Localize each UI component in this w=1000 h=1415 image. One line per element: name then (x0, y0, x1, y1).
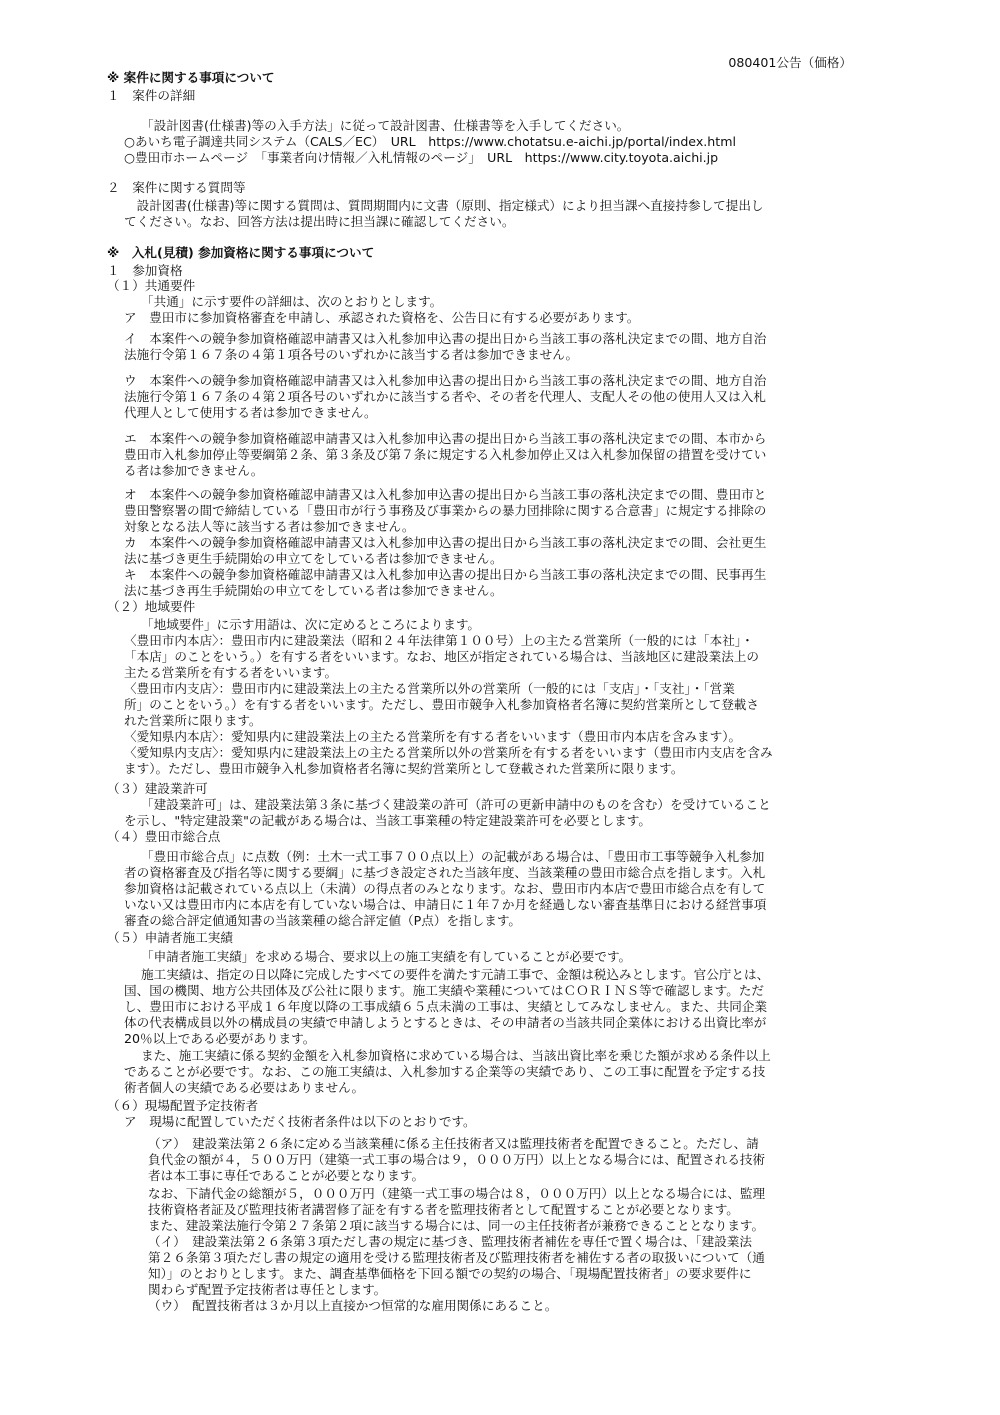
text-line: てください。なお、回答方法は提出時に担当課に確認してください。 (124, 214, 515, 229)
subsection-title-score: （４）豊田市総合点 (107, 829, 221, 844)
link-cals-ec[interactable]: ○あいち電子調達共同システム（CALS／EC） URL https://www.chotatsu.e-aichi.jp/portal/index.html (124, 134, 736, 149)
text-line: 施工実績は、指定の日以降に完成したすべての要件を満たす元請工事で、金額は税込みとします。官公庁とは、 (141, 967, 770, 982)
text-line: ます）。ただし、豊田市競争入札参加資格者名簿に契約営業所として登載された営業所に限ります。 (124, 761, 684, 776)
subsection-title-engineer: （６）現場配置予定技術者 (107, 1098, 259, 1113)
text-line: 対象となる法人等に該当する者は参加できません。 (124, 519, 415, 534)
section-heading-qualification: ※ 入札(見積) 参加資格に関する事項について (107, 245, 375, 260)
text-line: であることが必要です。なお、この施工実績は、入札参加する企業等の実績であり、この工事に配置を予定する技 (124, 1064, 766, 1079)
text-line: 「共通」に示す要件の詳細は、次のとおりとします。 (141, 294, 443, 309)
text-line: キ 本案件への競争参加資格確認申請書又は入札参加申込書の提出日から当該工事の落札決定までの間、民事再生 (124, 567, 767, 582)
text-line: 法施行令第１６７条の４第１項各号のいずれかに該当する者は参加できません。 (124, 347, 579, 362)
text-line: 体の代表構成員以外の構成員の実績で申請しようとするときは、その申請者の当該共同企業体における出資比率が (124, 1015, 767, 1030)
text-line: 「建設業許可」は、建設業法第３条に基づく建設業の許可（許可の更新申請中のものを含む）を受けていること (141, 797, 771, 812)
subsection-title-region: （２）地域要件 (107, 599, 196, 614)
text-line: いない又は豊田市内に本店を有していない場合は、申請日に１年７か月を経過しない審査基準日における経営事項 (124, 897, 767, 912)
text-line: エ 本案件への競争参加資格確認申請書又は入札参加申込書の提出日から当該工事の落札決定までの間、本市から (124, 431, 767, 446)
text-line: 「設計図書(仕様書)等の入手方法」に従って設計図書、仕様書等を入手してください。 (141, 118, 630, 133)
text-line: 法に基づき再生手続開始の申立てをしている者は参加できません。 (124, 583, 503, 598)
text-line: を示し、"特定建設業"の記載がある場合は、当該工事業種の特定建設業許可を必要とします。 (124, 813, 651, 828)
text-line: 豊田警察署の間で締結している「豊田市が行う事務及び事業からの暴力団排除に関する合意書」に規定する排除の (124, 503, 767, 518)
text-line: カ 本案件への競争参加資格確認申請書又は入札参加申込書の提出日から当該工事の落札決定までの間、会社更生 (124, 535, 767, 550)
text-line: ア 豊田市に参加資格審査を申請し、承認された資格を、公告日に有する必要があります。 (124, 310, 640, 325)
text-line: ウ 本案件への競争参加資格確認申請書又は入札参加申込書の提出日から当該工事の落札決定までの間、地方自治 (124, 373, 767, 388)
text-line: 技術資格者証及び監理技術者講習修了証を有する者を監理技術者として配置することが必要となります。 (148, 1202, 739, 1217)
text-line: また、建設業法施行令第２７条第２項に該当する場合には、同一の主任技術者が兼務できることとなります。 (148, 1218, 765, 1233)
text-line: ア 現場に配置していただく技術者条件は以下のとおりです。 (124, 1114, 476, 1129)
text-line: オ 本案件への競争参加資格確認申請書又は入札参加申込書の提出日から当該工事の落札決定までの間、豊田市と (124, 487, 767, 502)
text-line: 〈豊田市内本店〉：豊田市内に建設業法（昭和２４年法律第１００号）上の主たる営業所（一般的には「本社」・ (124, 633, 754, 648)
subsection-title-common: （１）共通要件 (107, 278, 196, 293)
text-line: 参加資格は記載されている点以上（未満）の得点者のみとなります。なお、豊田市内本店で豊田市総合点を有して (124, 881, 766, 896)
text-line: また、施工実績に係る契約金額を入札参加資格に求めている場合は、当該出資比率を乗じた額が求める条件以上 (141, 1048, 771, 1063)
text-line: 関わらず配置予定技術者は専任とします。 (148, 1282, 387, 1297)
document-reference: 080401公告（価格） (728, 55, 852, 70)
text-line: 代理人として使用する者は参加できません。 (124, 405, 377, 420)
text-line: イ 本案件への競争参加資格確認申請書又は入札参加申込書の提出日から当該工事の落札決定までの間、地方自治 (124, 331, 767, 346)
text-line: （ア） 建設業法第２６条に定める当該業種に係る主任技術者又は監理技術者を配置できること。ただし、請 (148, 1136, 759, 1151)
subsection-title-license: （３）建設業許可 (107, 781, 208, 796)
section-heading-case: ※ 案件に関する事項について (107, 70, 275, 85)
text-line: 者の資格審査及び指名等に関する要綱」に基づき設定された当該年度、当該業種の豊田市総合点を指します。入札 (124, 865, 766, 880)
text-line: 〈愛知県内本店〉：愛知県内に建設業法上の主たる営業所を有する者をいいます（豊田市内本店を含みます）。 (124, 729, 742, 744)
text-line: 法施行令第１６７条の４第２項各号のいずれかに該当する者や、その者を代理人、支配人その他の使用人又は入札 (124, 389, 767, 404)
subsection-title-performance: （５）申請者施工実績 (107, 930, 233, 945)
text-line: 〈愛知県内支店〉：愛知県内に建設業法上の主たる営業所以外の営業所を有する者をいいます（豊田市内支店を含み (124, 745, 773, 760)
text-line: 「申請者施工実績」を求める場合、要求以上の施工実績を有していることが必要です。 (141, 949, 632, 964)
text-line: 20％以上である必要があります。 (124, 1031, 316, 1046)
text-line: れた営業所に限ります。 (124, 713, 262, 728)
text-line: 「本店」のことをいう。）を有する者をいいます。なお、地区が指定されている場合は、当該地区に建設業法上の (124, 649, 759, 664)
text-line: 第２６条第３項ただし書の規定の適用を受ける監理技術者及び監理技術者を補佐する者の取扱いについて（通 (148, 1250, 765, 1265)
text-line: なお、下請代金の総額が５，０００万円（建築一式工事の場合は８，０００万円）以上となる場合には、監理 (148, 1186, 766, 1201)
text-line: 術者個人の実績である必要はありません。 (124, 1080, 365, 1095)
text-line: 審査の総合評定値通知書の当該業種の総合評定値（P点）を指します。 (124, 913, 521, 928)
text-line: し、豊田市における平成１６年度以降の工事成績６５点未満の工事は、実績としてみなしません。また、共同企業 (124, 999, 768, 1014)
text-line: 主たる営業所を有する者をいいます。 (124, 665, 338, 680)
text-line: 法に基づき更生手続開始の申立てをしている者は参加できません。 (124, 551, 503, 566)
text-line: 設計図書(仕様書)等に関する質問は、質問期間内に文書（原則、指定様式）により担当課へ直接持参して提出し (124, 198, 764, 213)
text-line: 「豊田市総合点」に点数（例：土木一式工事７００点以上）の記載がある場合は、「豊田市工事等競争入札参加 (141, 849, 765, 864)
item-title-questions: ２ 案件に関する質問等 (107, 180, 246, 195)
text-line: 知）」のとおりとします。また、調査基準価格を下回る額での契約の場合、「現場配置技術者」の要求要件に (148, 1266, 752, 1281)
text-line: 「地域要件」に示す用語は、次に定めるところによります。 (141, 617, 481, 632)
item-title-qualification: １ 参加資格 (107, 263, 183, 278)
text-line: 負代金の額が４，５００万円（建築一式工事の場合は９，０００万円）以上となる場合には、配置される技術 (148, 1152, 766, 1167)
text-line: 豊田市入札参加停止等要綱第２条、第３条及び第７条に規定する入札参加停止又は入札参加保留の措置を受けてい (124, 447, 767, 462)
text-line: （イ） 建設業法第２６条第３項ただし書の規定に基づき、監理技術者補佐を専任で置く場合は、「建設業法 (148, 1234, 752, 1249)
text-line: る者は参加できません。 (124, 463, 264, 478)
text-line: 所」のことをいう。）を有する者をいいます。ただし、豊田市競争入札参加資格者名簿に契約営業所として登載さ (124, 697, 759, 712)
item-title-case-details: １ 案件の詳細 (107, 88, 196, 103)
text-line: 者は本工事に専任であることが必要となります。 (148, 1168, 425, 1183)
link-toyota-city[interactable]: ○豊田市ホームページ 「事業者向け情報／入札情報のページ」 URL https://www.city.toyota.aichi.jp (124, 150, 719, 165)
text-line: 国、国の機関、地方公共団体及び公社に限ります。施工実績や業種についてはＣＯＲＩＮＳ等で確認します。ただ (124, 983, 765, 998)
text-line: 〈豊田市内支店〉：豊田市内に建設業法上の主たる営業所以外の営業所（一般的には「支店」・「支社」・「営業 (124, 681, 735, 696)
text-line: （ウ） 配置技術者は３か月以上直接かつ恒常的な雇用関係にあること。 (148, 1298, 558, 1313)
